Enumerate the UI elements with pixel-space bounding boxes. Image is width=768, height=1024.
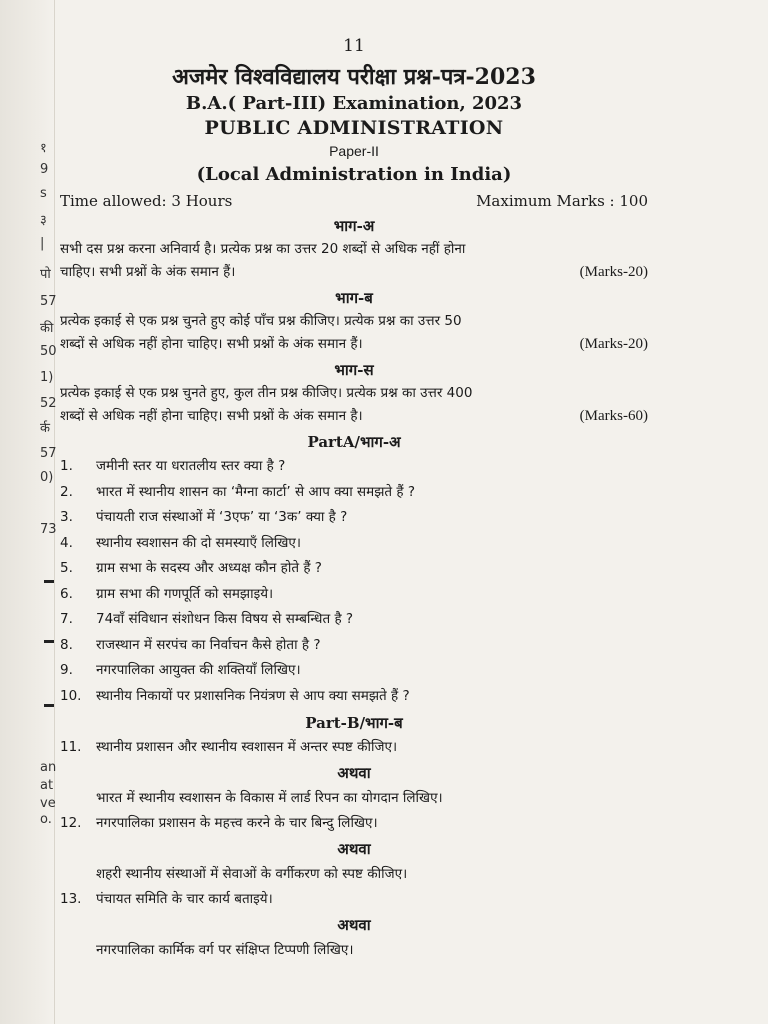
part-b (60, 711, 648, 963)
question-item (60, 505, 648, 531)
margin-fragment: 73 (40, 522, 57, 537)
question-item (60, 607, 648, 633)
section-marks: (Marks-60) (579, 408, 648, 424)
margin-fragment: १ (40, 141, 47, 156)
question-number: 8. (60, 636, 73, 653)
question-text: स्थानीय स्वशासन की दो समस्याएँ लिखिए। (96, 534, 301, 551)
part-b-heading: Part-B/भाग-ब (305, 714, 403, 732)
instruction-section-a (60, 214, 648, 284)
margin-fragment: 50 (40, 344, 57, 359)
question-number: 9. (60, 662, 73, 678)
paper-title: (Local Administration in India) (196, 164, 512, 185)
margin-fragment: 57 (40, 446, 57, 461)
question-text: भारत में स्थानीय शासन का ‘मैग्ना कार्टा’ से आप क्या समझते हैं ? (96, 483, 416, 500)
margin-fragment: 57 (40, 294, 57, 309)
paper-number: Paper-II (329, 143, 379, 159)
part-a-heading: PartA/भाग-अ (307, 433, 401, 451)
question-text: पंचायत समिति के चार कार्य बताइये। (96, 891, 273, 907)
margin-fragment: की (40, 321, 54, 336)
instruction-text: प्रत्येक इकाई से एक प्रश्न चुनते हुए कोई पाँच प्रश्न कीजिए। प्रत्येक प्रश्न का उत्तर 50 (60, 313, 462, 329)
previous-page-edge (0, 0, 55, 1024)
section-heading: भाग-ब (335, 289, 373, 307)
exam-paper-page (60, 36, 648, 963)
section-marks: (Marks-20) (579, 264, 648, 280)
question-number: 3. (60, 509, 73, 525)
margin-fragment: an (40, 760, 57, 775)
edge-dash (44, 580, 54, 583)
instruction-marks-line (60, 405, 648, 428)
margin-fragment: पो (40, 267, 51, 282)
or-separator: अथवा (337, 763, 371, 782)
margin-fragment: s (40, 186, 47, 201)
question-item (60, 887, 648, 913)
question-item (60, 811, 648, 837)
question-item (60, 556, 648, 582)
instruction-marks-line (60, 333, 648, 356)
margin-fragment: 1) (40, 370, 54, 385)
question-text: नगरपालिका आयुक्त की शक्तियाँ लिखिए। (96, 662, 301, 678)
page-number: 11 (343, 36, 365, 56)
question-text: जमीनी स्तर या धरातलीय स्तर क्या है ? (96, 458, 286, 474)
title-hindi: अजमेर विश्वविद्यालय परीक्षा प्रश्न-पत्र-2023 (172, 64, 536, 90)
question-item (60, 684, 648, 710)
section-heading: भाग-स (334, 361, 374, 379)
alternative-question: नगरपालिका कार्मिक वर्ग पर संक्षिप्त टिप्पणी लिखिए। (96, 941, 354, 958)
alternative-question: शहरी स्थानीय संस्थाओं में सेवाओं के वर्गीकरण को स्पष्ट कीजिए। (96, 865, 408, 882)
question-text: पंचायती राज संस्थाओं में ‘3एफ’ या ‘3क’ क्या है ? (96, 509, 348, 525)
question-text: राजस्थान में सरपंच का निर्वाचन कैसे होता है ? (96, 636, 321, 653)
question-item (60, 454, 648, 480)
alternative-question: भारत में स्थानीय स्वशासन के विकास में लार्ड रिपन का योगदान लिखिए। (96, 789, 443, 806)
margin-fragment: o. (40, 812, 52, 827)
question-number: 5. (60, 560, 73, 576)
instruction-text: शब्दों से अधिक नहीं होना चाहिए। सभी प्रश्नों के अंक समान हैं। (60, 336, 363, 352)
section-marks: (Marks-20) (579, 336, 648, 352)
time-allowed: Time allowed: 3 Hours (60, 192, 233, 210)
question-item (60, 735, 648, 761)
question-item (60, 582, 648, 608)
margin-fragment: 0) (40, 470, 54, 485)
instruction-text: प्रत्येक इकाई से एक प्रश्न चुनते हुए, कुल तीन प्रश्न कीजिए। प्रत्येक प्रश्न का उत्तर 400 (60, 385, 473, 401)
question-item (60, 531, 648, 557)
max-marks: Maximum Marks : 100 (476, 192, 648, 210)
question-text: स्थानीय निकायों पर प्रशासनिक नियंत्रण से आप क्या समझते हैं ? (96, 687, 410, 704)
question-text: नगरपालिका प्रशासन के महत्त्व करने के चार बिन्दु लिखिए। (96, 815, 378, 831)
question-number: 10. (60, 687, 82, 704)
paper-subject: PUBLIC ADMINISTRATION (204, 117, 504, 139)
question-item (60, 633, 648, 659)
question-number: 12. (60, 815, 82, 831)
instruction-text: शब्दों से अधिक नहीं होना चाहिए। सभी प्रश्नों के अंक समान है। (60, 408, 363, 424)
part-a (60, 430, 648, 709)
question-number: 7. (60, 611, 73, 627)
title-english: B.A.( Part-III) Examination, 2023 (185, 93, 523, 114)
instruction-text: चाहिए। सभी प्रश्नों के अंक समान हैं। (60, 264, 236, 280)
or-separator: अथवा (337, 915, 371, 934)
margin-fragment: र्क (40, 421, 50, 436)
or-separator: अथवा (337, 839, 371, 858)
question-text: ग्राम सभा के सदस्य और अध्यक्ष कौन होते हैं ? (96, 560, 322, 576)
instruction-text: सभी दस प्रश्न करना अनिवार्य है। प्रत्येक प्रश्न का उत्तर 20 शब्दों से अधिक नहीं होना (60, 241, 466, 257)
question-number: 1. (60, 458, 73, 474)
section-heading: भाग-अ (333, 217, 375, 235)
margin-fragment: ३ (40, 213, 47, 228)
question-text: 74वाँ संविधान संशोधन किस विषय से सम्बन्धित है ? (96, 611, 354, 627)
question-item (60, 480, 648, 506)
question-number: 11. (60, 739, 82, 755)
instruction-section-c (60, 358, 648, 428)
question-text: स्थानीय प्रशासन और स्थानीय स्वशासन में अन्तर स्पष्ट कीजिए। (96, 739, 398, 755)
question-number: 13. (60, 891, 82, 907)
question-number: 2. (60, 483, 73, 500)
question-item (60, 658, 648, 684)
margin-fragment: | (40, 236, 45, 251)
question-number: 6. (60, 585, 73, 602)
question-number: 4. (60, 534, 73, 551)
edge-dash (44, 640, 54, 643)
instruction-marks-line (60, 261, 648, 284)
instruction-section-b (60, 286, 648, 356)
margin-fragment: at (40, 778, 54, 793)
margin-fragment: 52 (40, 396, 57, 411)
margin-fragment: 9 (40, 162, 49, 177)
exam-meta-row (60, 190, 648, 212)
question-text: ग्राम सभा की गणपूर्ति को समझाइये। (96, 585, 274, 602)
margin-fragment: ve (40, 796, 56, 811)
edge-dash (44, 704, 54, 707)
